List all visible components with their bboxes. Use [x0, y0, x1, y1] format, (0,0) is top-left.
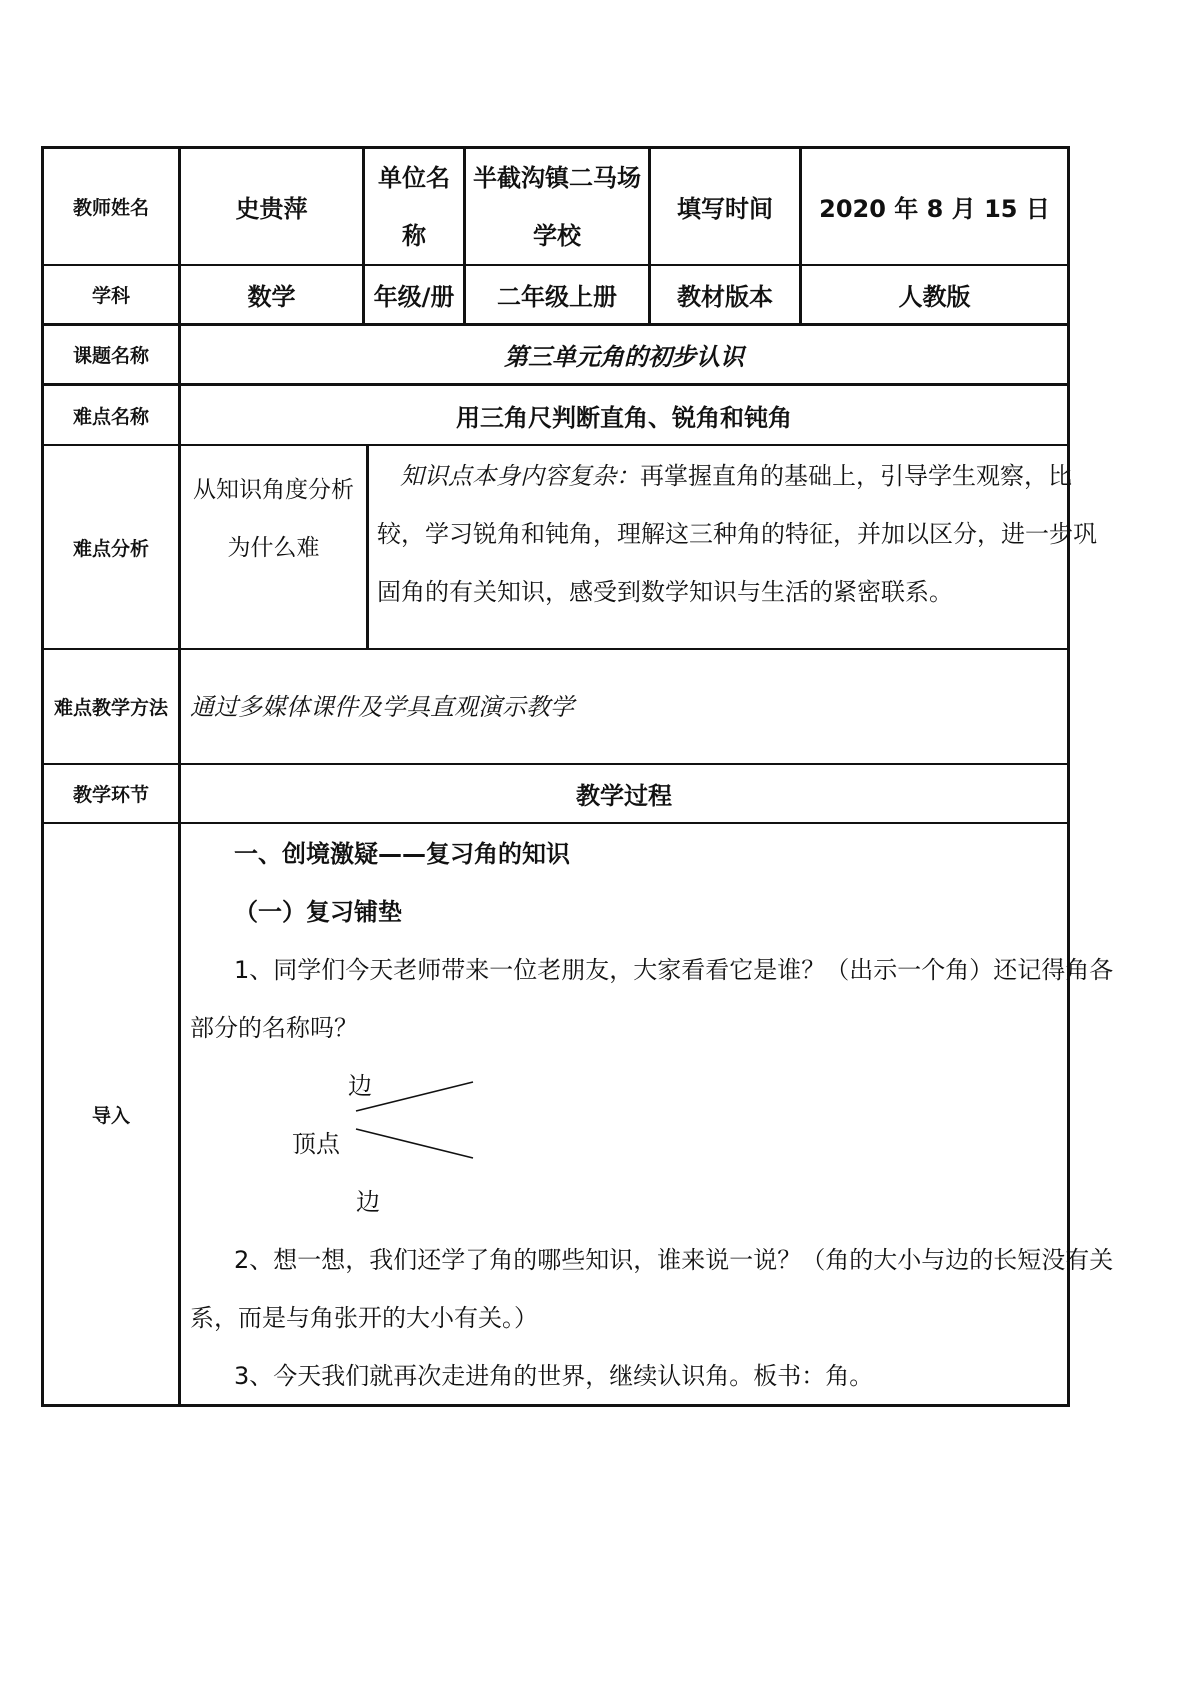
unit-name [466, 149, 648, 264]
method-label: 难点教学方法 [53, 697, 168, 719]
angle-vertex-label: 顶点 [292, 1130, 340, 1158]
angle-side-bottom-label: 边 [356, 1188, 380, 1216]
edition-label: 教材版本 [677, 283, 773, 311]
teacher-label: 教师姓名 [72, 197, 149, 219]
intro-p1-line2: 部分的名称吗？ [190, 1014, 358, 1042]
difficulty-label: 难点名称 [72, 405, 149, 428]
intro-p3: 3、今天我们就再次走进角的世界，继续认识角。板书：角。 [234, 1362, 874, 1390]
analysis-line-2: 较，学习锐角和钝角，理解这三种角的特征，并加以区分，进一步巩 [377, 520, 1097, 548]
angle-diagram [340, 1070, 490, 1170]
subject-value: 数学 [247, 283, 296, 311]
analysis-line-3: 固角的有关知识，感受到数学知识与生活的紧密联系。 [377, 578, 953, 606]
process-title: 教学过程 [576, 782, 672, 810]
unit-name-line2: 学校 [533, 221, 581, 250]
analysis-lead: 知识点本身内容复杂： [400, 462, 640, 490]
edition-value: 人教版 [898, 283, 971, 311]
intro-p2-line2: 系，而是与角张开的大小有关。） [190, 1304, 538, 1332]
row-divider-5 [41, 648, 1070, 650]
analysis-sub-label-line2: 为什么难 [227, 535, 320, 561]
unit-label [365, 149, 463, 264]
date-label: 填写时间 [677, 195, 773, 223]
unit-name-line1: 半截沟镇二马场 [473, 163, 641, 192]
row-divider-7 [41, 822, 1070, 824]
analysis-line-1 [400, 464, 1072, 488]
unit-label-line1: 单位名 [378, 163, 450, 192]
method-value: 通过多媒体课件及学具直观演示教学 [190, 693, 574, 721]
process-step-label: 教学环节 [72, 784, 149, 806]
intro-p2-line1: 2、想一想，我们还学了角的哪些知识，谁来说一说？（角的大小与边的长短没有关 [234, 1246, 1114, 1274]
topic-label: 课题名称 [72, 345, 149, 367]
analysis-sub-label-line1: 从知识角度分析 [193, 477, 354, 503]
intro-subheading: （一）复习铺垫 [234, 898, 402, 926]
date-value: 2020 年 8 月 15 日 [819, 195, 1050, 223]
grade-value: 二年级上册 [497, 283, 617, 311]
table-border-bottom [41, 1404, 1070, 1407]
unit-label-line2: 称 [402, 221, 426, 250]
analysis-line1-rest: 再掌握直角的基础上，引导学生观察，比 [640, 462, 1072, 490]
angle-upper-side [356, 1082, 473, 1111]
intro-label: 导入 [91, 1104, 130, 1127]
analysis-sub-divider [366, 446, 369, 650]
intro-heading: 一、创境激疑——复习角的知识 [234, 840, 570, 868]
grade-label: 年级/册 [373, 283, 455, 311]
teacher-name: 史贵萍 [235, 195, 308, 223]
analysis-label: 难点分析 [72, 537, 149, 560]
angle-lower-side [356, 1129, 473, 1158]
subject-label: 学科 [91, 285, 130, 307]
table-border-right [1067, 146, 1070, 1407]
intro-p1-line1: 1、同学们今天老师带来一位老朋友，大家看看它是谁？（出示一个角）还记得角各 [234, 956, 1114, 984]
analysis-sub-label [181, 446, 366, 592]
difficulty-value: 用三角尺判断直角、锐角和钝角 [456, 403, 792, 432]
topic-value: 第三单元角的初步认识 [504, 343, 744, 371]
angle-side-top-label: 边 [348, 1072, 372, 1100]
